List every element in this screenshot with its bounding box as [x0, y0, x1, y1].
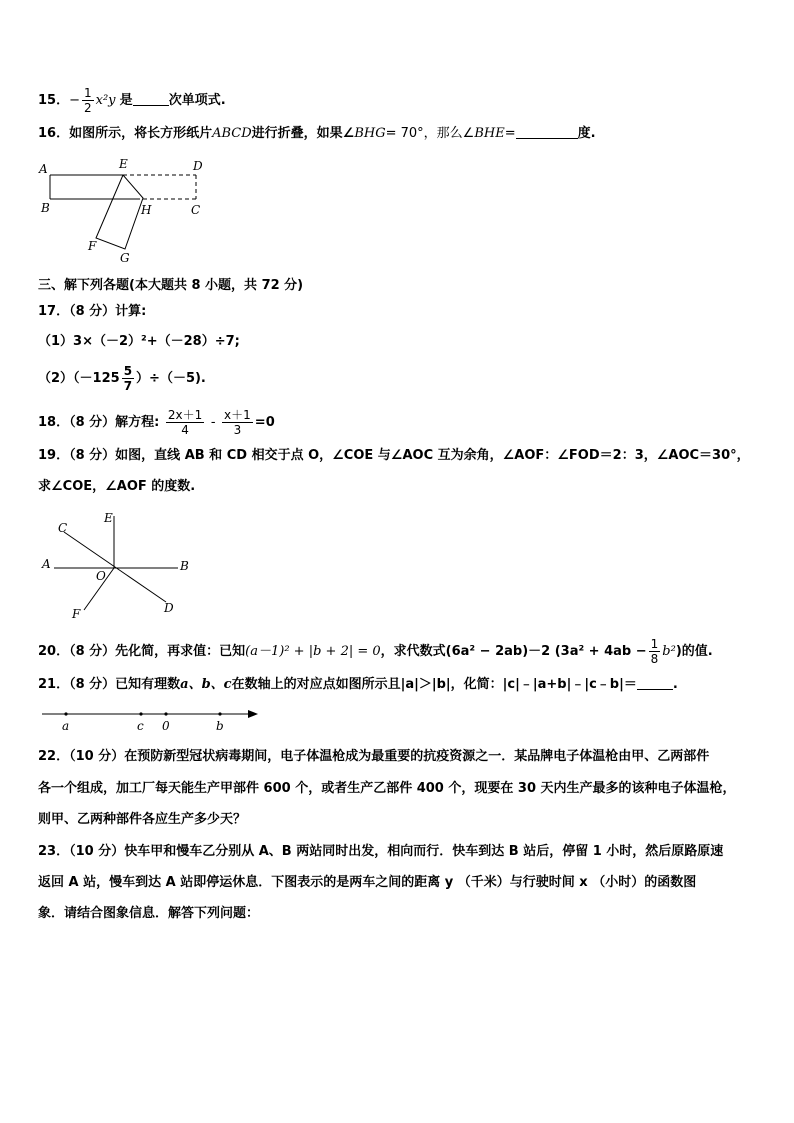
origin-label: 0	[162, 719, 170, 733]
question-23-line3: 象．请结合图象信息．解答下列问题：	[38, 906, 260, 921]
q15-fraction: $\frac{1}{2}$	[84, 86, 92, 115]
point-a-label: a	[62, 719, 70, 733]
q15-text-b: 次单项式.	[168, 93, 226, 108]
point-b-label: b	[216, 719, 224, 733]
question-19-line1: 19．（8 分）如图，直线 AB 和 CD 相交于点 O，∠COE 与∠AOC 互为余角，∠AOF：∠FOD＝2：3，∠AOC＝30°，	[38, 448, 750, 463]
label-C: C	[191, 203, 201, 217]
q15-number: 15．	[38, 93, 70, 108]
q21-answer-blank[interactable]	[637, 675, 673, 690]
question-15	[38, 86, 226, 115]
q18-fraction-2: $\frac{x+1}{3}$	[224, 408, 251, 437]
label-E: E	[119, 157, 128, 171]
question-18: 18．（8 分）解方程: $\frac{2x+1}{4}$ - $\frac{x+1}{3}$ =0	[38, 408, 275, 437]
label-B: B	[41, 201, 50, 215]
q20-expression: (6a² − 2ab)－2 (3a² + 4ab −	[445, 644, 647, 659]
number-line	[36, 702, 266, 736]
question-17-part1: （1）3×（－2）²+（－28）÷7;	[38, 334, 240, 349]
question-17-part2: （2）（－125 $\frac{5}{7}$ ）÷（－5).	[38, 364, 206, 393]
figure-16-folded-rectangle	[36, 154, 216, 266]
q17-fraction: $\frac{5}{7}$	[123, 364, 133, 393]
q15-sign: −	[69, 93, 80, 108]
label-D: D	[164, 601, 174, 615]
label-F: F	[72, 607, 81, 620]
figure-19-intersecting-lines	[36, 508, 206, 620]
label-C: C	[58, 521, 68, 535]
q16-answer-blank[interactable]	[516, 124, 578, 139]
question-20: 20．（8 分）先化简，再求值：已知(a－1)² + |b + 2| = 0，求代数式(6a² − 2ab)－2 (3a² + 4ab − $\frac{1}{8}$ b²)的值.	[38, 637, 713, 666]
question-23-line2: 返回 A 站，慢车到达 A 站即停运休息．下图表示的是两车之间的距离 y （千米）与行驶时间 x （小时）的函数图	[38, 875, 697, 890]
label-D: D	[193, 159, 203, 173]
q15-answer-blank[interactable]	[133, 91, 169, 106]
question-22-line2: 各一个组成，加工厂每天能生产甲部件 600 个，或者生产乙部件 400 个，现要在 30 天内生产最多的该种电子体温枪，	[38, 781, 736, 796]
label-G: G	[120, 251, 130, 265]
question-16: 16．如图所示，将长方形纸片ABCD进行折叠，如果∠BHG= 70°，那么∠BHE= 度.	[38, 126, 596, 141]
label-F: F	[88, 239, 97, 253]
label-H: H	[141, 203, 152, 217]
point-c-label: c	[137, 719, 144, 733]
q20-fraction: $\frac{1}{8}$	[650, 637, 659, 666]
q15-text-a: 是	[119, 93, 133, 108]
label-E: E	[104, 511, 113, 525]
label-O: O	[96, 569, 106, 583]
question-19-line2: 求∠COE，∠AOF 的度数.	[38, 479, 196, 494]
label-A: A	[42, 557, 51, 571]
q20-condition: (a－1)² + |b + 2| = 0	[245, 644, 381, 659]
question-23-line1: 23．（10 分）快车甲和慢车乙分别从 A、B 两站同时出发，相向而行．快车到达 B 站后，停留 1 小时，然后原路原速	[38, 844, 724, 859]
question-17-title: 17．（8 分）计算:	[38, 304, 147, 319]
label-B: B	[180, 559, 189, 573]
label-A: A	[39, 162, 48, 176]
q15-expression: x²y	[95, 93, 116, 108]
question-21: 21．（8 分）已知有理数a、b、c在数轴上的对应点如图所示且|a|＞|b|，化简：|c|﹣|a+b|﹣|c﹣b|＝ .	[38, 677, 678, 692]
question-22-line1: 22．（10 分）在预防新型冠状病毒期间，电子体温枪成为最重要的抗疫资源之一．某品牌电子体温枪由甲、乙两部件	[38, 749, 710, 764]
section-3-heading: 三、解下列各题(本大题共 8 小题，共 72 分)	[38, 278, 304, 293]
question-22-line3: 则甲、乙两种部件各应生产多少天？	[38, 812, 247, 827]
q18-fraction-1: $\frac{2x+1}{4}$	[167, 408, 203, 437]
